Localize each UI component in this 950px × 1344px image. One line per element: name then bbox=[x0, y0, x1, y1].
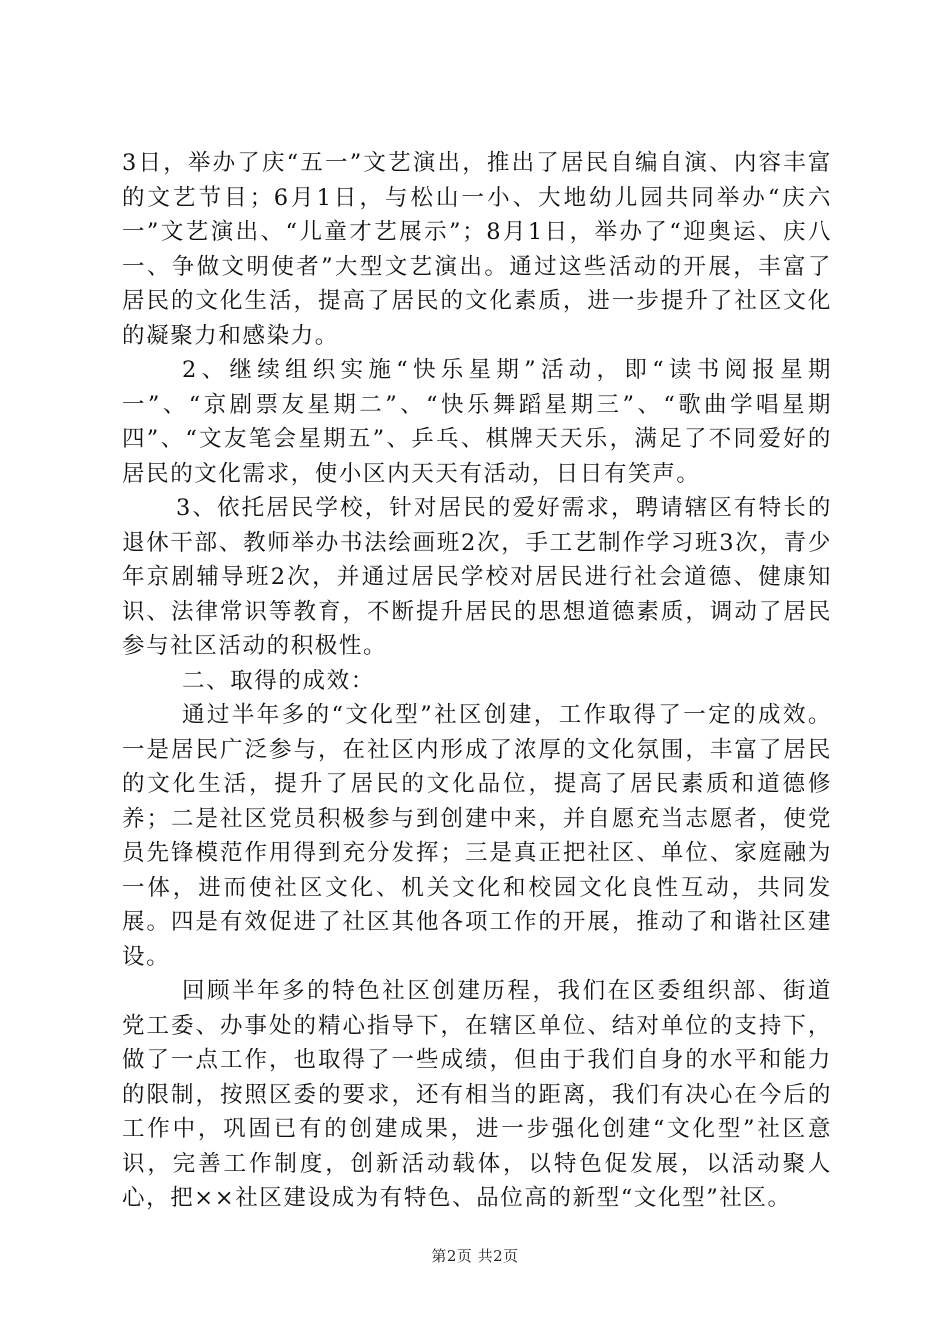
document-body bbox=[122, 146, 832, 1216]
paragraph-continued: 3日，举办了庆“五一”文艺演出，推出了居民自编自演、内容丰富的文艺节目；6月1日，与松山一小、大地幼儿园共同举办“庆六一”文艺演出、“儿童才艺展示”；8月1日，举办了“迎奥运、庆八一、争做文明使者”大型文艺演出。通过这些活动的开展，丰富了居民的文化生活，提高了居民的文化素质，进一步提升了社区文化的凝聚力和感染力。 bbox=[122, 150, 832, 349]
paragraph-achievements: 通过半年多的“文化型”社区创建，工作取得了一定的成效。一是居民广泛参与，在社区内形成了浓厚的文化氛围，丰富了居民的文化生活，提升了居民的文化品位，提高了居民素质和道德修养；二是社区党员积极参与到创建中来，并自愿充当志愿者，使党员先锋模范作用得到充分发挥；三是真正把社区、单位、家庭融为一体，进而使社区文化、机关文化和校园文化良性互动，共同发展。四是有效促进了社区其他各项工作的开展，推动了和谐社区建设。 bbox=[122, 702, 832, 970]
paragraph-item-3: 3、依托居民学校，针对居民的爱好需求，聘请辖区有特长的退休干部、教师举办书法绘画班2次，手工艺制作学习班3次，青少年京剧辅导班2次，并通过居民学校对居民进行社会道德、健康知识、法律常识等教育，不断提升居民的思想道德素质，调动了居民参与社区活动的积极性。 bbox=[122, 495, 832, 659]
section-heading-achievements: 二、取得的成效： bbox=[182, 667, 375, 694]
page-footer: 第2页 共2页 bbox=[431, 1247, 519, 1265]
paragraph-item-2: 2、继续组织实施“快乐星期”活动，即“读书阅报星期一”、“京剧票友星期二”、“快乐舞蹈星期三”、“歌曲学唱星期四”、“文友笔会星期五”、乒乓、棋牌天天乐，满足了不同爱好的居民的文化需求，使小区内天天有活动，日日有笑声。 bbox=[122, 357, 832, 487]
paragraph-review: 回顾半年多的特色社区创建历程，我们在区委组织部、街道党工委、办事处的精心指导下，在辖区单位、结对单位的支持下，做了一点工作，也取得了一些成绩，但由于我们自身的水平和能力的限制，按照区委的要求，还有相当的距离，我们有决心在今后的工作中，巩固已有的创建成果，进一步强化创建“文化型”社区意识，完善工作制度，创新活动载体，以特色促发展，以活动聚人心，把××社区建设成为有特色、品位高的新型“文化型”社区。 bbox=[122, 978, 832, 1211]
